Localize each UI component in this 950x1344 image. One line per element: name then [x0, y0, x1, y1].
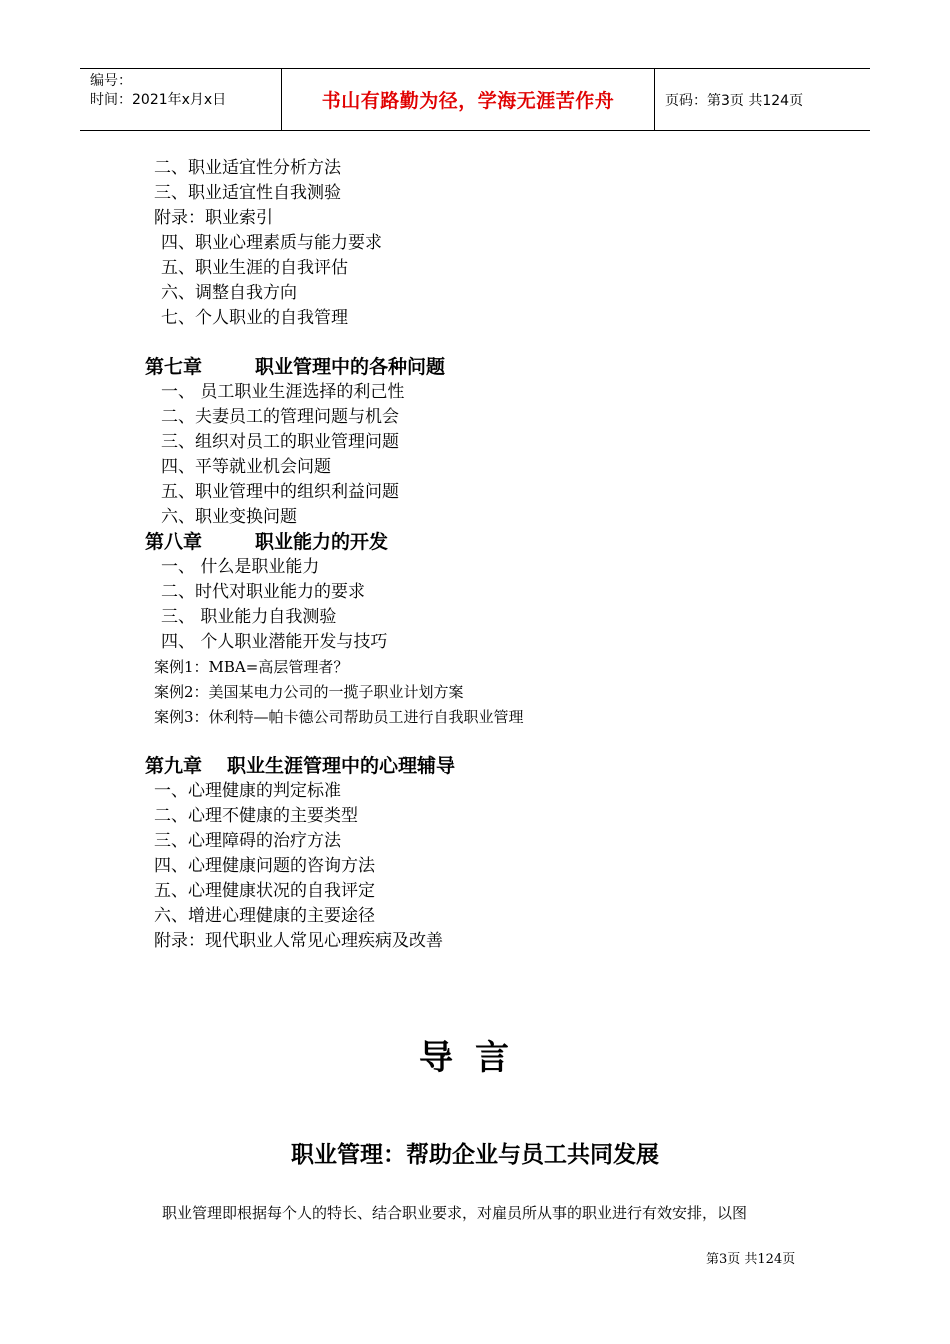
intro-title: 导言 — [419, 1038, 531, 1078]
chapter-number: 第七章 — [145, 356, 203, 378]
toc-item: 四、 个人职业潜能开发与技巧 — [161, 632, 388, 652]
chapter-heading — [145, 355, 445, 379]
toc-item: 七、个人职业的自我管理 — [161, 308, 348, 328]
header-divider — [654, 69, 655, 130]
header-page-info: 页码：第3页 共124页 — [665, 93, 804, 109]
toc-item: 三、组织对员工的职业管理问题 — [161, 432, 399, 452]
toc-item: 六、调整自我方向 — [161, 283, 297, 303]
document-time-label: 时间：2021年x月x日 — [90, 92, 227, 108]
toc-item: 附录：职业索引 — [154, 208, 273, 228]
toc-item: 一、 什么是职业能力 — [161, 557, 320, 577]
page-footer: 第3页 共124页 — [706, 1252, 796, 1267]
chapter-title: 职业能力的开发 — [255, 531, 389, 553]
chapter-title: 职业生涯管理中的心理辅导 — [227, 755, 456, 777]
document-number-label: 编号： — [90, 73, 132, 89]
intro-paragraph: 职业管理即根据每个人的特长、结合职业要求，对雇员所从事的职业进行有效安排，以图 — [162, 1204, 748, 1222]
toc-item: 三、职业适宜性自我测验 — [154, 183, 341, 203]
toc-item: 附录：现代职业人常见心理疾病及改善 — [154, 931, 443, 951]
toc-item: 三、 职业能力自我测验 — [161, 607, 337, 627]
toc-item: 六、职业变换问题 — [161, 507, 297, 527]
chapter-title: 职业管理中的各种问题 — [255, 356, 446, 378]
toc-item: 四、平等就业机会问题 — [161, 457, 331, 477]
chapter-number: 第八章 — [145, 531, 203, 553]
toc-item: 五、心理健康状况的自我评定 — [154, 881, 375, 901]
toc-item: 二、时代对职业能力的要求 — [161, 582, 365, 602]
intro-subtitle: 职业管理：帮助企业与员工共同发展 — [291, 1142, 659, 1168]
toc-item: 四、心理健康问题的咨询方法 — [154, 856, 375, 876]
toc-item: 四、职业心理素质与能力要求 — [161, 233, 382, 253]
chapter-number: 第九章 — [145, 755, 203, 777]
header-motto: 书山有路勤为径，学海无涯苦作舟 — [321, 90, 615, 112]
toc-item: 三、心理障碍的治疗方法 — [154, 831, 341, 851]
toc-item: 五、职业生涯的自我评估 — [161, 258, 348, 278]
case-item: 案例2：美国某电力公司的一揽子职业计划方案 — [154, 683, 464, 701]
toc-item: 五、职业管理中的组织利益问题 — [161, 482, 399, 502]
page-header — [80, 68, 870, 131]
toc-item: 六、增进心理健康的主要途径 — [154, 906, 375, 926]
toc-item: 二、职业适宜性分析方法 — [154, 158, 341, 178]
toc-item: 一、心理健康的判定标准 — [154, 781, 341, 801]
toc-item: 二、心理不健康的主要类型 — [154, 806, 358, 826]
header-meta — [90, 72, 226, 110]
chapter-heading — [145, 754, 455, 778]
chapter-heading — [145, 530, 388, 554]
case-item: 案例1：MBA=高层管理者？ — [154, 658, 349, 676]
toc-item: 一、 员工职业生涯选择的利己性 — [161, 382, 405, 402]
case-item: 案例3：休利特—帕卡德公司帮助员工进行自我职业管理 — [154, 708, 524, 726]
toc-item: 二、夫妻员工的管理问题与机会 — [161, 407, 399, 427]
